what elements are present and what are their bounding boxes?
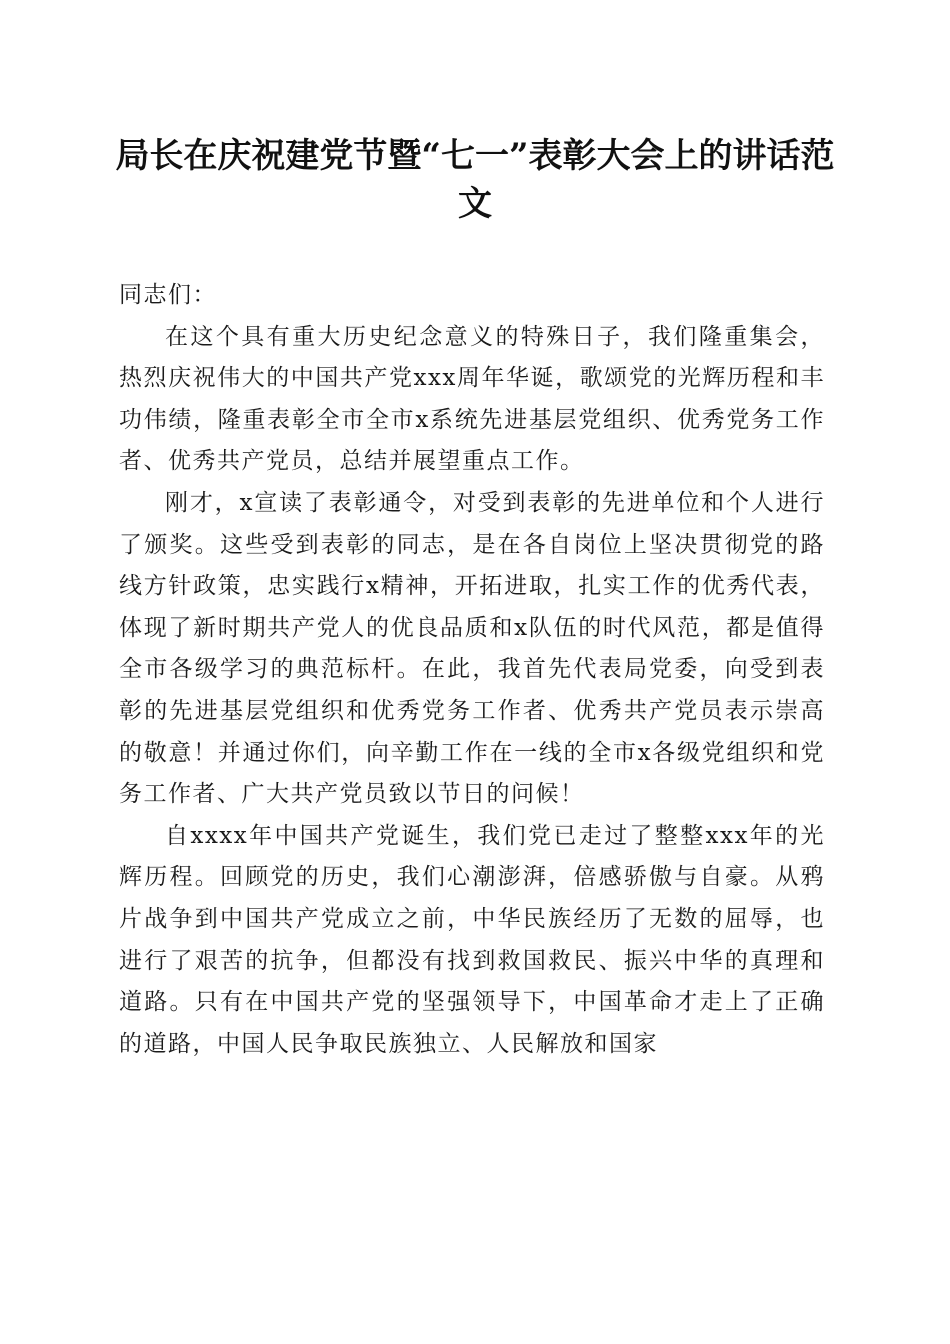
paragraph-1: 在这个具有重大历史纪念意义的特殊日子，我们隆重集会，热烈庆祝伟大的中国共产党xxx周年华诞，歌颂党的光辉历程和丰功伟绩，隆重表彰全市全市x系统先进基层党组织、优秀党务工作者、优秀共产党员，总结并展望重点工作。 — [119, 323, 825, 475]
document-title: 局长在庆祝建党节暨“七一”表彰大会上的讲话范文 — [115, 136, 835, 224]
salutation: 同志们： — [119, 282, 217, 308]
document-body — [119, 275, 825, 1065]
paragraph-3: 自xxxx年中国共产党诞生，我们党已走过了整整xxx年的光辉历程。回顾党的历史，我们心潮澎湃，倍感骄傲与自豪。从鸦片战争到中国共产党成立之前，中华民族经历了无数的屈辱，也进行了艰苦的抗争，但都没有找到救国救民、振兴中华的真理和道路。只有在中国共产党的坚强领导下，中国革命才走上了正确的道路，中国人民争取民族独立、人民解放和国家 — [119, 822, 825, 1057]
paragraph-2: 刚才，x宣读了表彰通令，对受到表彰的先进单位和个人进行了颁奖。这些受到表彰的同志，是在各自岗位上坚决贯彻党的路线方针政策，忠实践行x精神，开拓进取，扎实工作的优秀代表，体现了新时期共产党人的优良品质和x队伍的时代风范，都是值得全市各级学习的典范标杆。在此，我首先代表局党委，向受到表彰的先进基层党组织和优秀党务工作者、优秀共产党员表示崇高的敬意！并通过你们，向辛勤工作在一线的全市x各级党组织和党务工作者、广大共产党员致以节日的问候！ — [119, 489, 825, 808]
